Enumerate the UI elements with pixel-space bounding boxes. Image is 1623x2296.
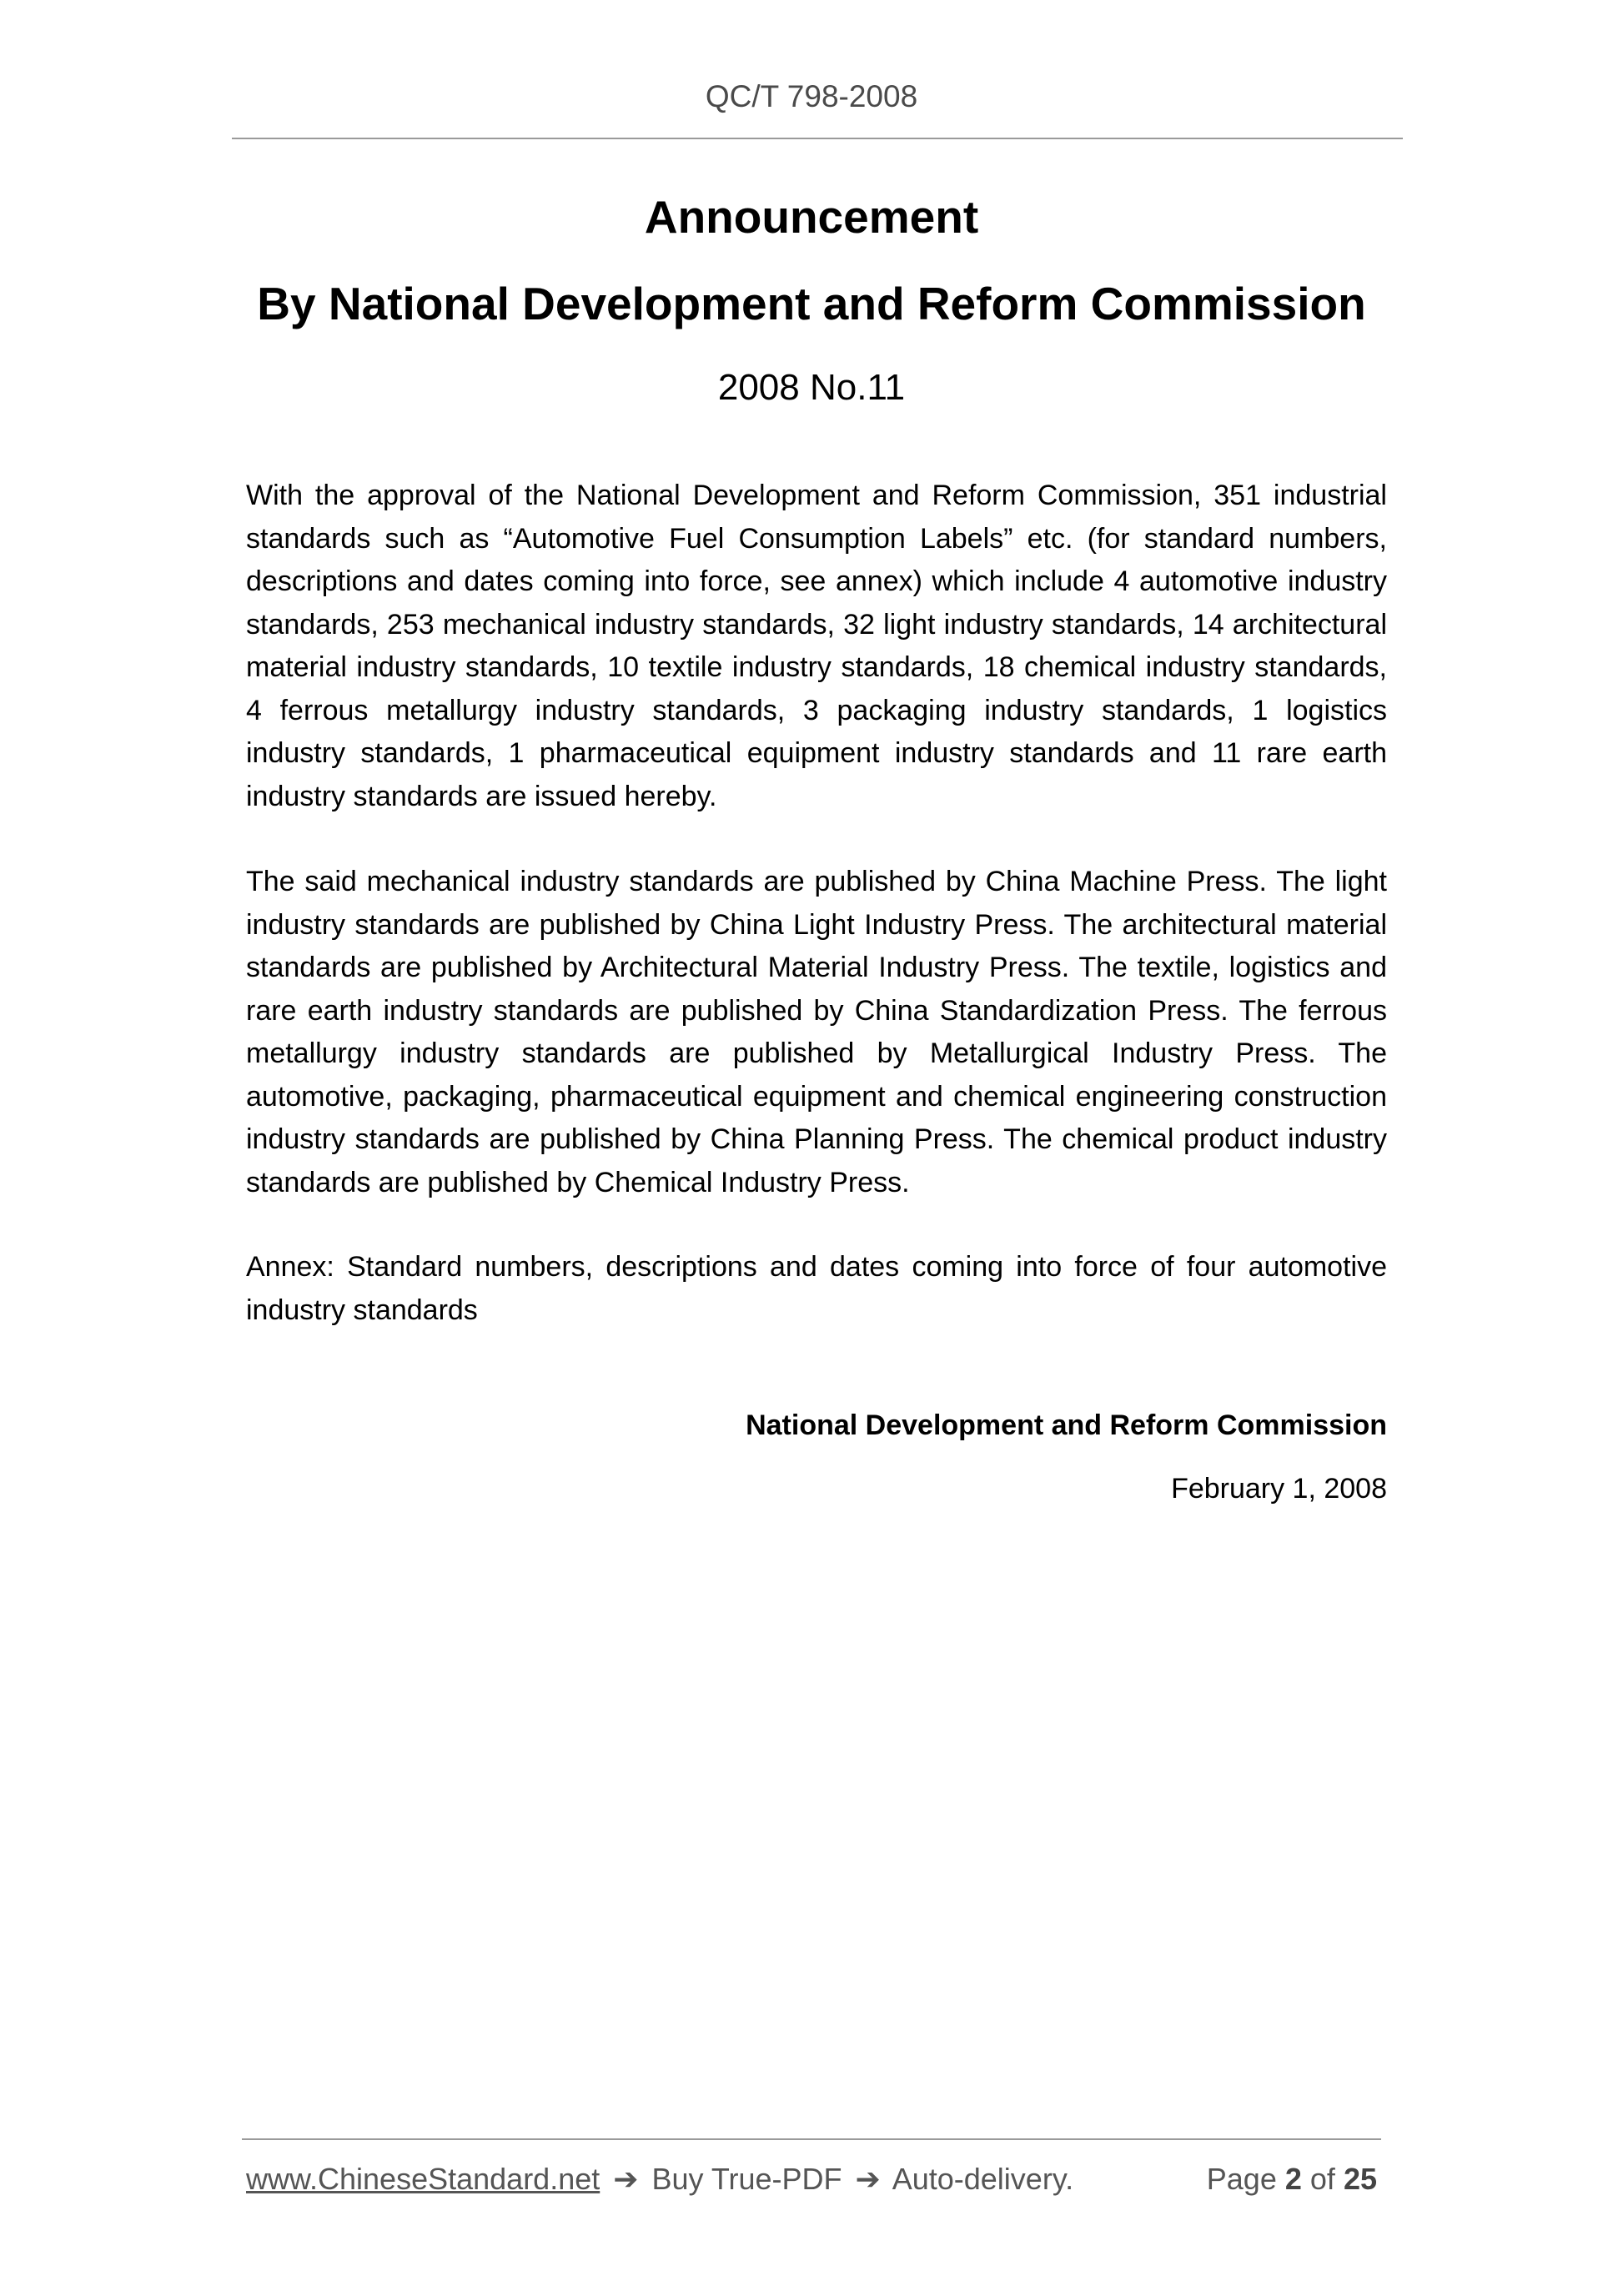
paragraph-publishers-text: The said mechanical industry standards are published by China Machine Press. The light industry standards are published by China Light Industry Press. The architectural material standards are published by Architectural Material Industry Press. The textile, logistics and rare earth industry standards are published by China Standardization Press. The ferrous metallurgy industry standards are published by Metallurgical Industry Press. The automotive, packaging, pharmaceutical equipment and chemical engineering construction industry standards are published by China Planning Press. The chemical product industry standards are published by Chemical Industry Press.: [246, 866, 1387, 1198]
footer-promo: [246, 2162, 1073, 2197]
paragraph-annex: [246, 1246, 1387, 1332]
announcement-title: Announcement: [644, 191, 979, 243]
buy-true-pdf-text: Buy True-PDF: [651, 2162, 842, 2196]
arrow-right-icon: ➔: [613, 2162, 639, 2196]
page-indicator: [1207, 2162, 1377, 2197]
footer-divider: [242, 2138, 1381, 2140]
arrow-right-icon: ➔: [855, 2162, 881, 2196]
paragraph-publishers: [246, 861, 1387, 1204]
page-current: 2: [1284, 2162, 1302, 2196]
paragraph-approval: [246, 475, 1387, 818]
announcement-number: 2008 No.11: [717, 367, 906, 408]
page-of-label: of: [1309, 2162, 1335, 2196]
document-code-header: QC/T 798-2008: [705, 79, 918, 113]
auto-delivery-text: Auto-delivery.: [892, 2162, 1074, 2196]
website-link[interactable]: www.ChineseStandard.net: [246, 2162, 600, 2196]
signature-organization: National Development and Reform Commission: [746, 1409, 1387, 1441]
header-divider: [232, 138, 1403, 139]
page-total: 25: [1343, 2162, 1377, 2196]
issuer-title: By National Development and Reform Commission: [257, 278, 1366, 329]
paragraph-approval-text: With the approval of the National Development and Reform Commission, 351 industrial standards such as “Automotive Fuel Consumption Labels” etc. (for standard numbers, descriptions and dates coming into force, see annex) which include 4 automotive industry standards, 253 mechanical industry standards, 32 light industry standards, 14 architectural material industry standards, 10 textile industry standards, 18 chemical industry standards, 4 ferrous metallurgy industry standards, 3 packaging industry standards, 1 logistics industry standards, 1 pharmaceutical equipment industry standards and 11 rare earth industry standards are issued hereby.: [246, 480, 1387, 812]
paragraph-annex-text: Annex: Standard numbers, descriptions and dates coming into force of four automotive industry standards: [246, 1251, 1387, 1326]
page-label: Page: [1206, 2162, 1277, 2196]
signature-date: February 1, 2008: [1171, 1473, 1387, 1505]
